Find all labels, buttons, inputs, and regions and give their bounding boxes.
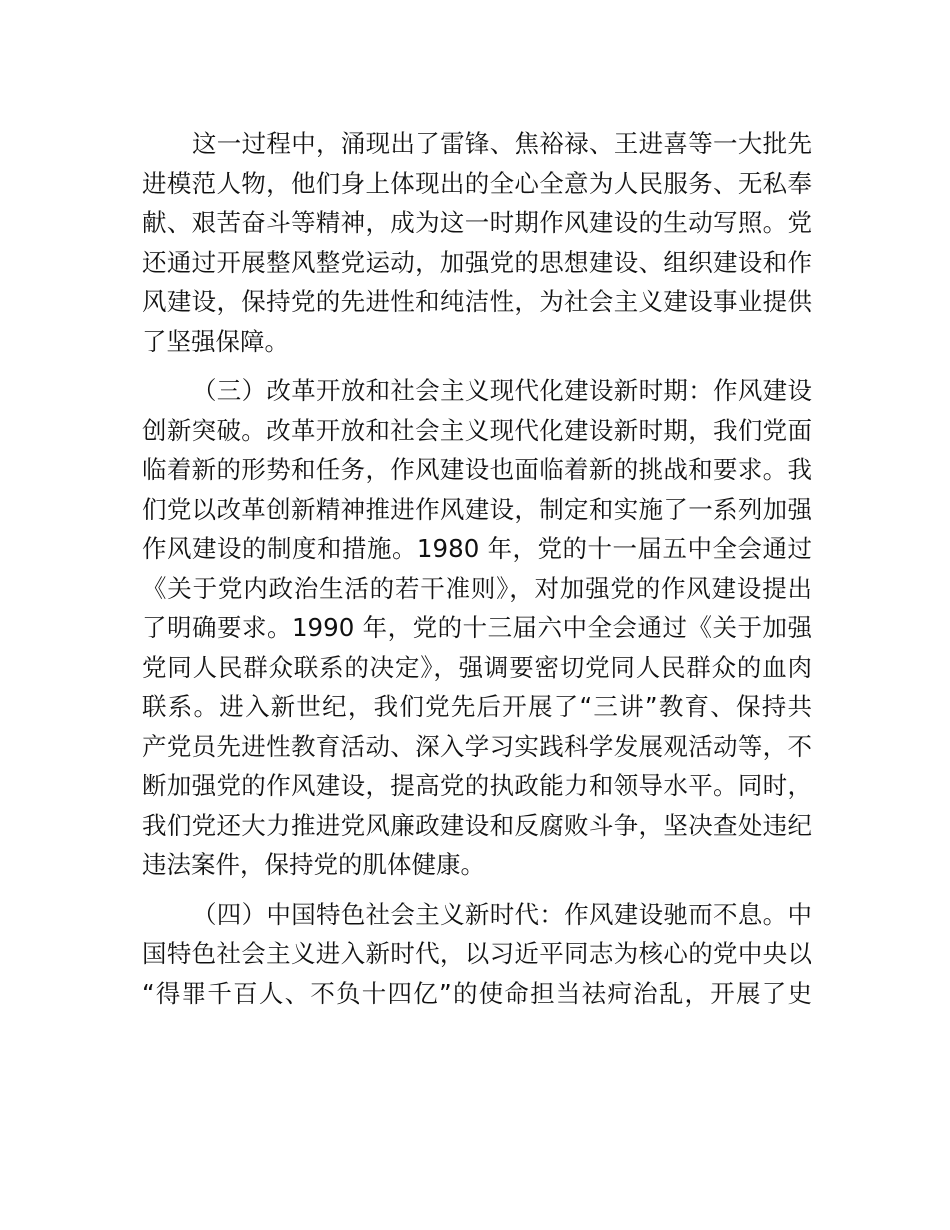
text-line: 我们党还大力推进党风廉政建设和反腐败斗争，坚决查处违纪 (142, 810, 812, 840)
text-line: 党同人民群众联系的决定》，强调要密切党同人民群众的血肉 (142, 652, 812, 682)
text-line: 作风建设的制度和措施。1980 年，党的十一届五中全会通过 (142, 534, 812, 563)
text-line: 《关于党内政治生活的若干准则》，对加强党的作风建设提出 (142, 573, 812, 603)
paragraph-section-3 (142, 371, 812, 885)
text-line: 断加强党的作风建设，提高党的执政能力和领导水平。同时， (142, 771, 812, 800)
text-line: 联系。进入新世纪，我们党先后开展了“三讲”教育、保持共 (142, 692, 812, 721)
text-line: “得罪千百人、不负十四亿”的使命担当祛疴治乱，开展了史 (142, 978, 812, 1008)
section-heading-line: （四）中国特色社会主义新时代：作风建设驰而不息。中 (192, 899, 812, 929)
document-page (142, 124, 812, 1023)
text-line: 临着新的形势和任务，作风建设也面临着新的挑战和要求。我 (142, 455, 812, 484)
text-line: 了坚强保障。 (142, 326, 289, 356)
text-line: 还通过开展整风整党运动，加强党的思想建设、组织建设和作 (142, 247, 812, 277)
text-line: 国特色社会主义进入新时代，以习近平同志为核心的党中央以 (142, 939, 812, 968)
text-line: 了明确要求。1990 年，党的十三届六中全会通过《关于加强 (142, 613, 812, 642)
text-line: 献、艰苦奋斗等精神，成为这一时期作风建设的生动写照。党 (142, 208, 812, 237)
text-line: 这一过程中，涌现出了雷锋、焦裕禄、王进喜等一大批先 (192, 129, 812, 158)
section-heading-line: （三）改革开放和社会主义现代化建设新时期：作风建设 (192, 376, 812, 405)
text-line: 进模范人物，他们身上体现出的全心全意为人民服务、无私奉 (142, 168, 812, 198)
text-line: 们党以改革创新精神推进作风建设，制定和实施了一系列加强 (142, 494, 812, 524)
text-line: 风建设，保持党的先进性和纯洁性，为社会主义建设事业提供 (142, 287, 812, 316)
text-line: 违法案件，保持党的肌体健康。 (142, 850, 485, 879)
text-line: 创新突破。改革开放和社会主义现代化建设新时期，我们党面 (142, 415, 812, 445)
paragraph-1 (142, 124, 812, 361)
text-line: 产党员先进性教育活动、深入学习实践科学发展观活动等，不 (142, 731, 812, 761)
paragraph-section-4 (142, 895, 812, 1014)
